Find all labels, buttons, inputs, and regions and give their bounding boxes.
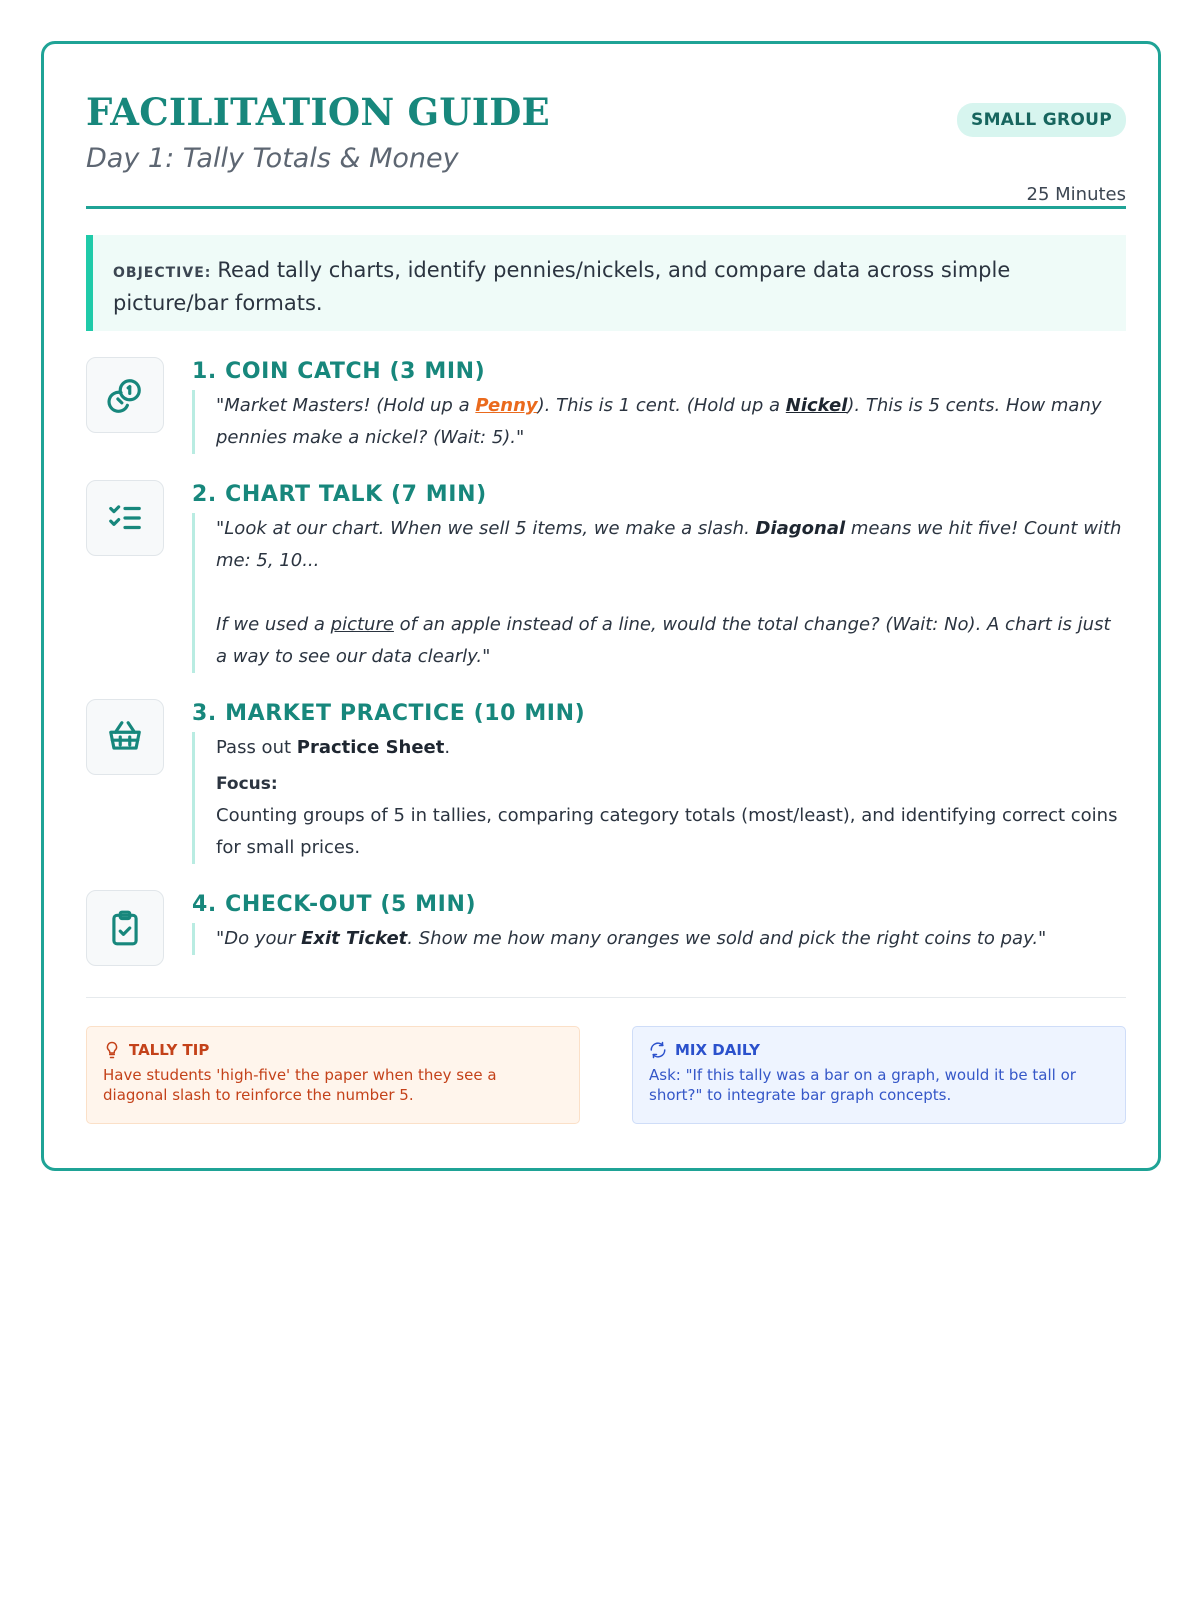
picture-term: picture [330,614,394,635]
step-title: 4. CHECK-OUT (5 MIN) [192,892,477,917]
nickel-term: Nickel [785,395,848,416]
objective-box [86,235,1126,331]
clipboard-check-icon [86,890,164,966]
lightbulb-icon [103,1041,121,1059]
step-check-out [86,890,1126,955]
practice-sheet-term: Practice Sheet [296,737,445,758]
step-chart-talk [86,480,1126,673]
guide-header [86,88,1126,209]
objective-text: Read tally charts, identify pennies/nickels, and compare data across simple picture/bar formats. [113,258,1011,315]
page-subtitle: Day 1: Tally Totals & Money [86,143,459,174]
basket-icon [86,699,164,775]
mix-daily-title: MIX DAILY [675,1041,761,1059]
step-market-practice [86,699,1126,864]
focus-label: Focus: [216,774,278,794]
exit-ticket-term: Exit Ticket [301,928,408,949]
step-title: 2. CHART TALK (7 MIN) [192,482,487,507]
list-checks-icon [86,480,164,556]
coins-icon [86,357,164,433]
objective-label: OBJECTIVE: [113,265,212,281]
section-divider [86,997,1126,998]
group-badge: SMALL GROUP [957,103,1126,137]
duration-label: 25 Minutes [1026,184,1126,205]
step-text: "Market Masters! (Hold up a Penny). This is 1 cent. (Hold up a Nickel). This is 5 cents. How many pennies make a nickel? (Wait: 5)." [192,390,1126,454]
tally-tip-box [86,1026,580,1124]
step-coin-catch [86,357,1126,454]
step-title: 1. COIN CATCH (3 MIN) [192,359,486,384]
step-text: Pass out Practice Sheet. Focus: Counting groups of 5 in tallies, comparing category totals (most/least), and identifying correct coins for small prices. [192,732,1126,864]
step-title: 3. MARKET PRACTICE (10 MIN) [192,701,586,726]
tips-row [86,1026,1126,1124]
mix-daily-text: Ask: "If this tally was a bar on a graph, would it be tall or short?" to integrate bar graph concepts. [649,1066,1076,1104]
facilitation-guide-card [41,41,1161,1171]
page-title: FACILITATION GUIDE [86,90,550,134]
mix-daily-box [632,1026,1126,1124]
tally-tip-text: Have students 'high-five' the paper when they see a diagonal slash to reinforce the number 5. [103,1066,497,1104]
penny-term: Penny [475,395,538,416]
refresh-icon [649,1041,667,1059]
tally-tip-title: TALLY TIP [129,1041,210,1059]
focus-text: Counting groups of 5 in tallies, comparing category totals (most/least), and identifying correct coins for small prices. [216,805,1118,858]
diagonal-term: Diagonal [755,518,846,539]
step-text: "Look at our chart. When we sell 5 items, we make a slash. Diagonal means we hit five! Count with me: 5, 10... If we used a picture of an apple instead of a line, would the total change? (Wait: No). A chart is just a way to see our data clearly." [192,513,1126,673]
step-text: "Do your Exit Ticket. Show me how many oranges we sold and pick the right coins to pay." [192,923,1126,955]
